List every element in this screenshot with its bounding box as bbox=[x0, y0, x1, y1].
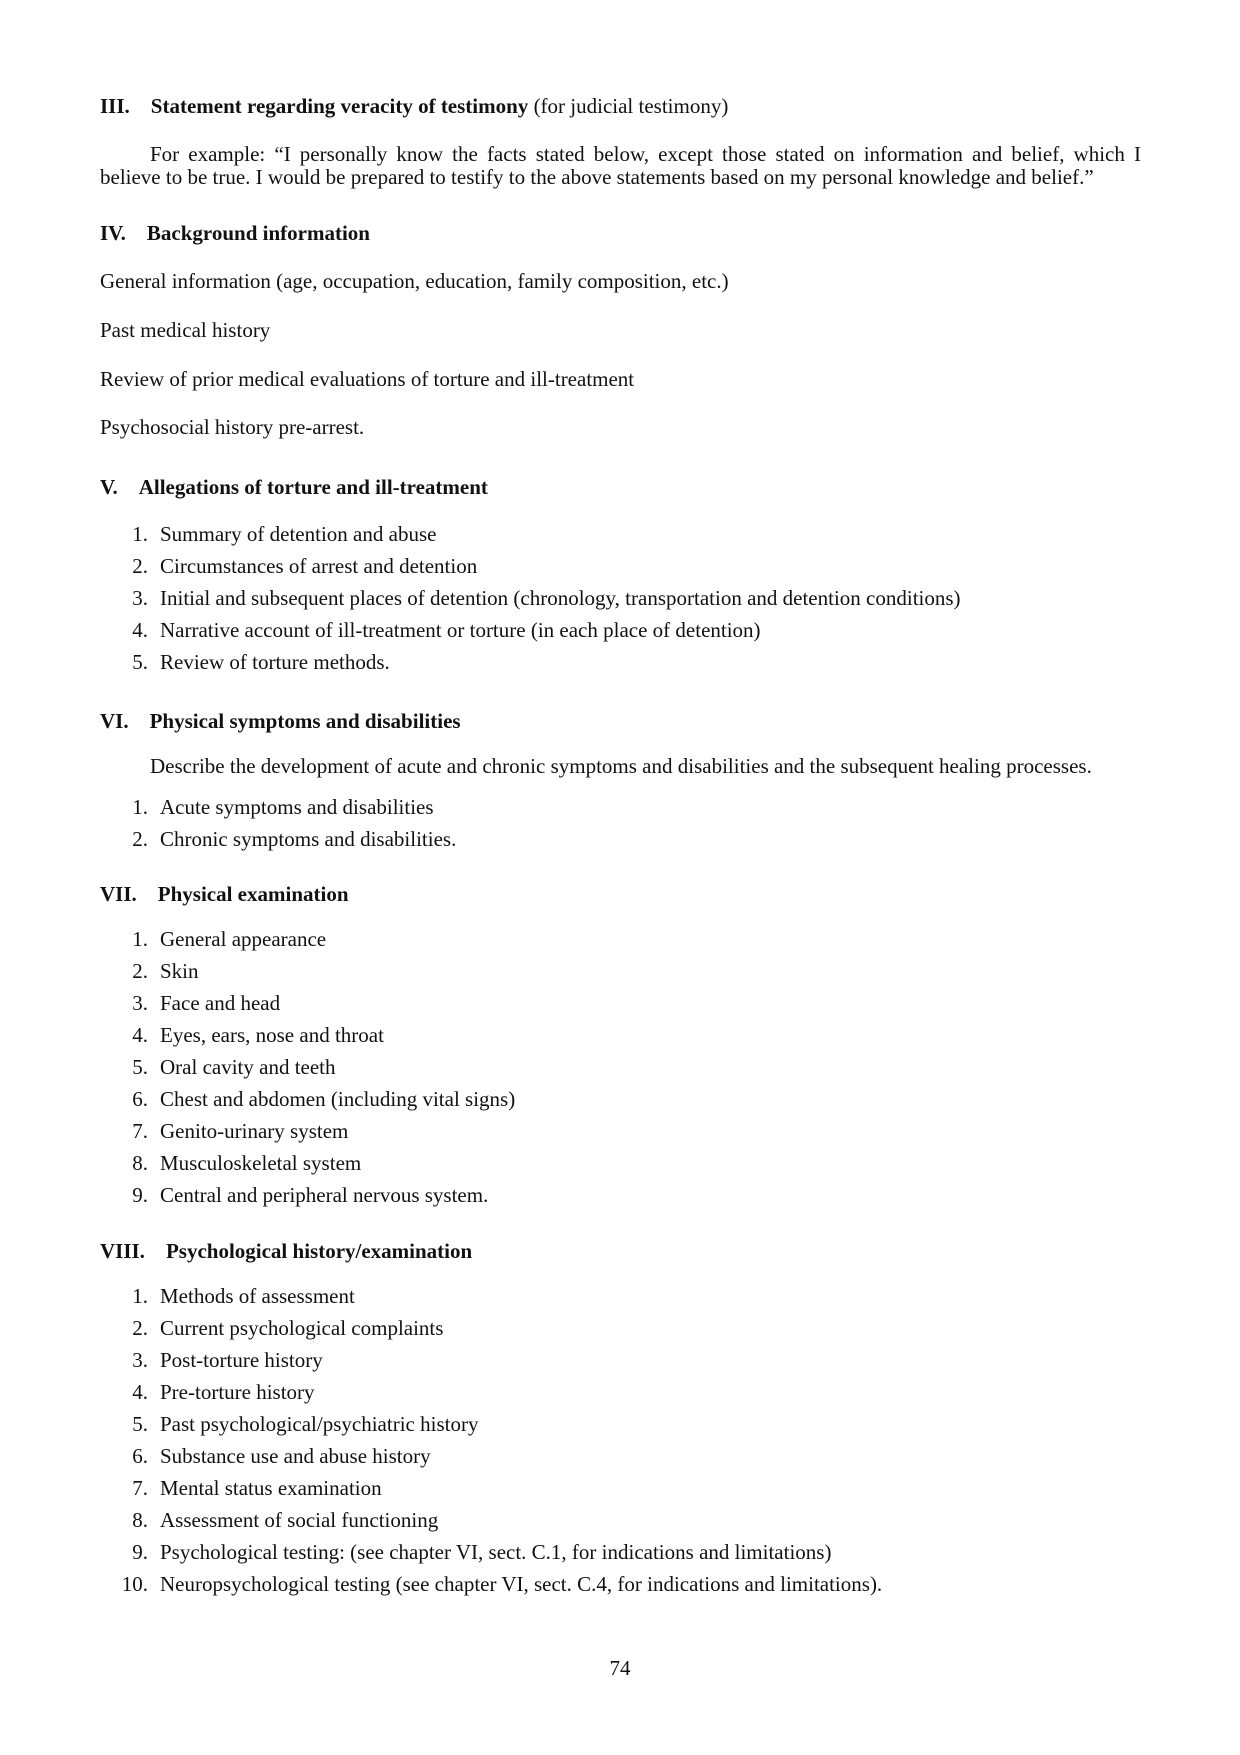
list-item: 9. Psychological testing: (see chapter VI, sect. C.1, for indications and limitations) bbox=[132, 1540, 832, 1564]
veracity-statement-paragraph: For example: “I personally know the facts stated below, except those stated on information and belief, which I believe to be true. I would be prepared to testify to the above statements based on my personal knowledge and belief.” bbox=[100, 142, 1141, 189]
list-item: 4. Pre-torture history bbox=[132, 1380, 315, 1404]
list-item: 2. Chronic symptoms and disabilities. bbox=[132, 827, 457, 851]
section-numeral: VIII. bbox=[100, 1239, 145, 1263]
background-paragraph: Review of prior medical evaluations of torture and ill-treatment bbox=[100, 367, 635, 391]
background-paragraph: Past medical history bbox=[100, 318, 271, 342]
page-number: 74 bbox=[609, 1656, 631, 1680]
list-item: 4. Narrative account of ill-treatment or torture (in each place of detention) bbox=[132, 618, 761, 642]
psychological-examination-list bbox=[100, 1284, 1141, 1604]
list-item: 2. Current psychological complaints bbox=[132, 1316, 444, 1340]
section-iv-heading bbox=[100, 222, 370, 245]
list-item: 3. Initial and subsequent places of detention (chronology, transportation and detention conditions) bbox=[132, 586, 961, 610]
section-vi-heading bbox=[100, 710, 461, 733]
section-title: Statement regarding veracity of testimony bbox=[150, 94, 529, 118]
section-v-heading bbox=[100, 476, 488, 499]
symptoms-list bbox=[100, 795, 1141, 859]
list-item: 5. Review of torture methods. bbox=[132, 650, 390, 674]
section-title: Psychological history/examination bbox=[165, 1239, 473, 1263]
list-item: 3. Face and head bbox=[132, 991, 281, 1015]
list-item: 9. Central and peripheral nervous system. bbox=[132, 1183, 489, 1207]
section-iii-heading bbox=[100, 95, 728, 118]
background-paragraph: General information (age, occupation, education, family composition, etc.) bbox=[100, 269, 729, 293]
physical-examination-list bbox=[100, 927, 1141, 1215]
section-numeral: VI. bbox=[100, 709, 129, 733]
list-item: 6. Chest and abdomen (including vital signs) bbox=[132, 1087, 516, 1111]
list-item: 5. Oral cavity and teeth bbox=[132, 1055, 336, 1079]
list-item: 2. Circumstances of arrest and detention bbox=[132, 554, 478, 578]
list-item: 7. Mental status examination bbox=[132, 1476, 382, 1500]
allegations-list bbox=[100, 522, 1141, 682]
section-viii-heading bbox=[100, 1240, 472, 1263]
symptoms-intro-paragraph: Describe the development of acute and chronic symptoms and disabilities and the subsequent healing processes. bbox=[150, 754, 1092, 778]
list-item: 2. Skin bbox=[132, 959, 199, 983]
list-item: 8. Assessment of social functioning bbox=[132, 1508, 439, 1532]
list-item: 3. Post-torture history bbox=[132, 1348, 323, 1372]
list-item: 10. Neuropsychological testing (see chapter VI, sect. C.4, for indications and limitations). bbox=[121, 1572, 883, 1596]
list-item: 5. Past psychological/psychiatric history bbox=[132, 1412, 479, 1436]
background-paragraph: Psychosocial history pre-arrest. bbox=[100, 415, 365, 439]
list-item: 1. Summary of detention and abuse bbox=[132, 522, 437, 546]
list-item: 7. Genito-urinary system bbox=[132, 1119, 349, 1143]
section-numeral: IV. bbox=[100, 221, 126, 245]
list-item: 1. Methods of assessment bbox=[132, 1284, 355, 1308]
section-title: Background information bbox=[146, 221, 370, 245]
section-title: Physical symptoms and disabilities bbox=[149, 709, 461, 733]
section-title: Allegations of torture and ill-treatment bbox=[138, 475, 488, 499]
section-title-suffix: (for judicial testimony) bbox=[533, 94, 729, 118]
list-item: 6. Substance use and abuse history bbox=[132, 1444, 431, 1468]
section-vii-heading bbox=[100, 883, 349, 906]
list-item: 4. Eyes, ears, nose and throat bbox=[132, 1023, 384, 1047]
section-title: Physical examination bbox=[157, 882, 349, 906]
section-numeral: VII. bbox=[100, 882, 137, 906]
section-numeral: III. bbox=[100, 94, 130, 118]
section-numeral: V. bbox=[100, 475, 118, 499]
list-item: 8. Musculoskeletal system bbox=[132, 1151, 362, 1175]
list-item: 1. General appearance bbox=[132, 927, 327, 951]
list-item: 1. Acute symptoms and disabilities bbox=[132, 795, 434, 819]
